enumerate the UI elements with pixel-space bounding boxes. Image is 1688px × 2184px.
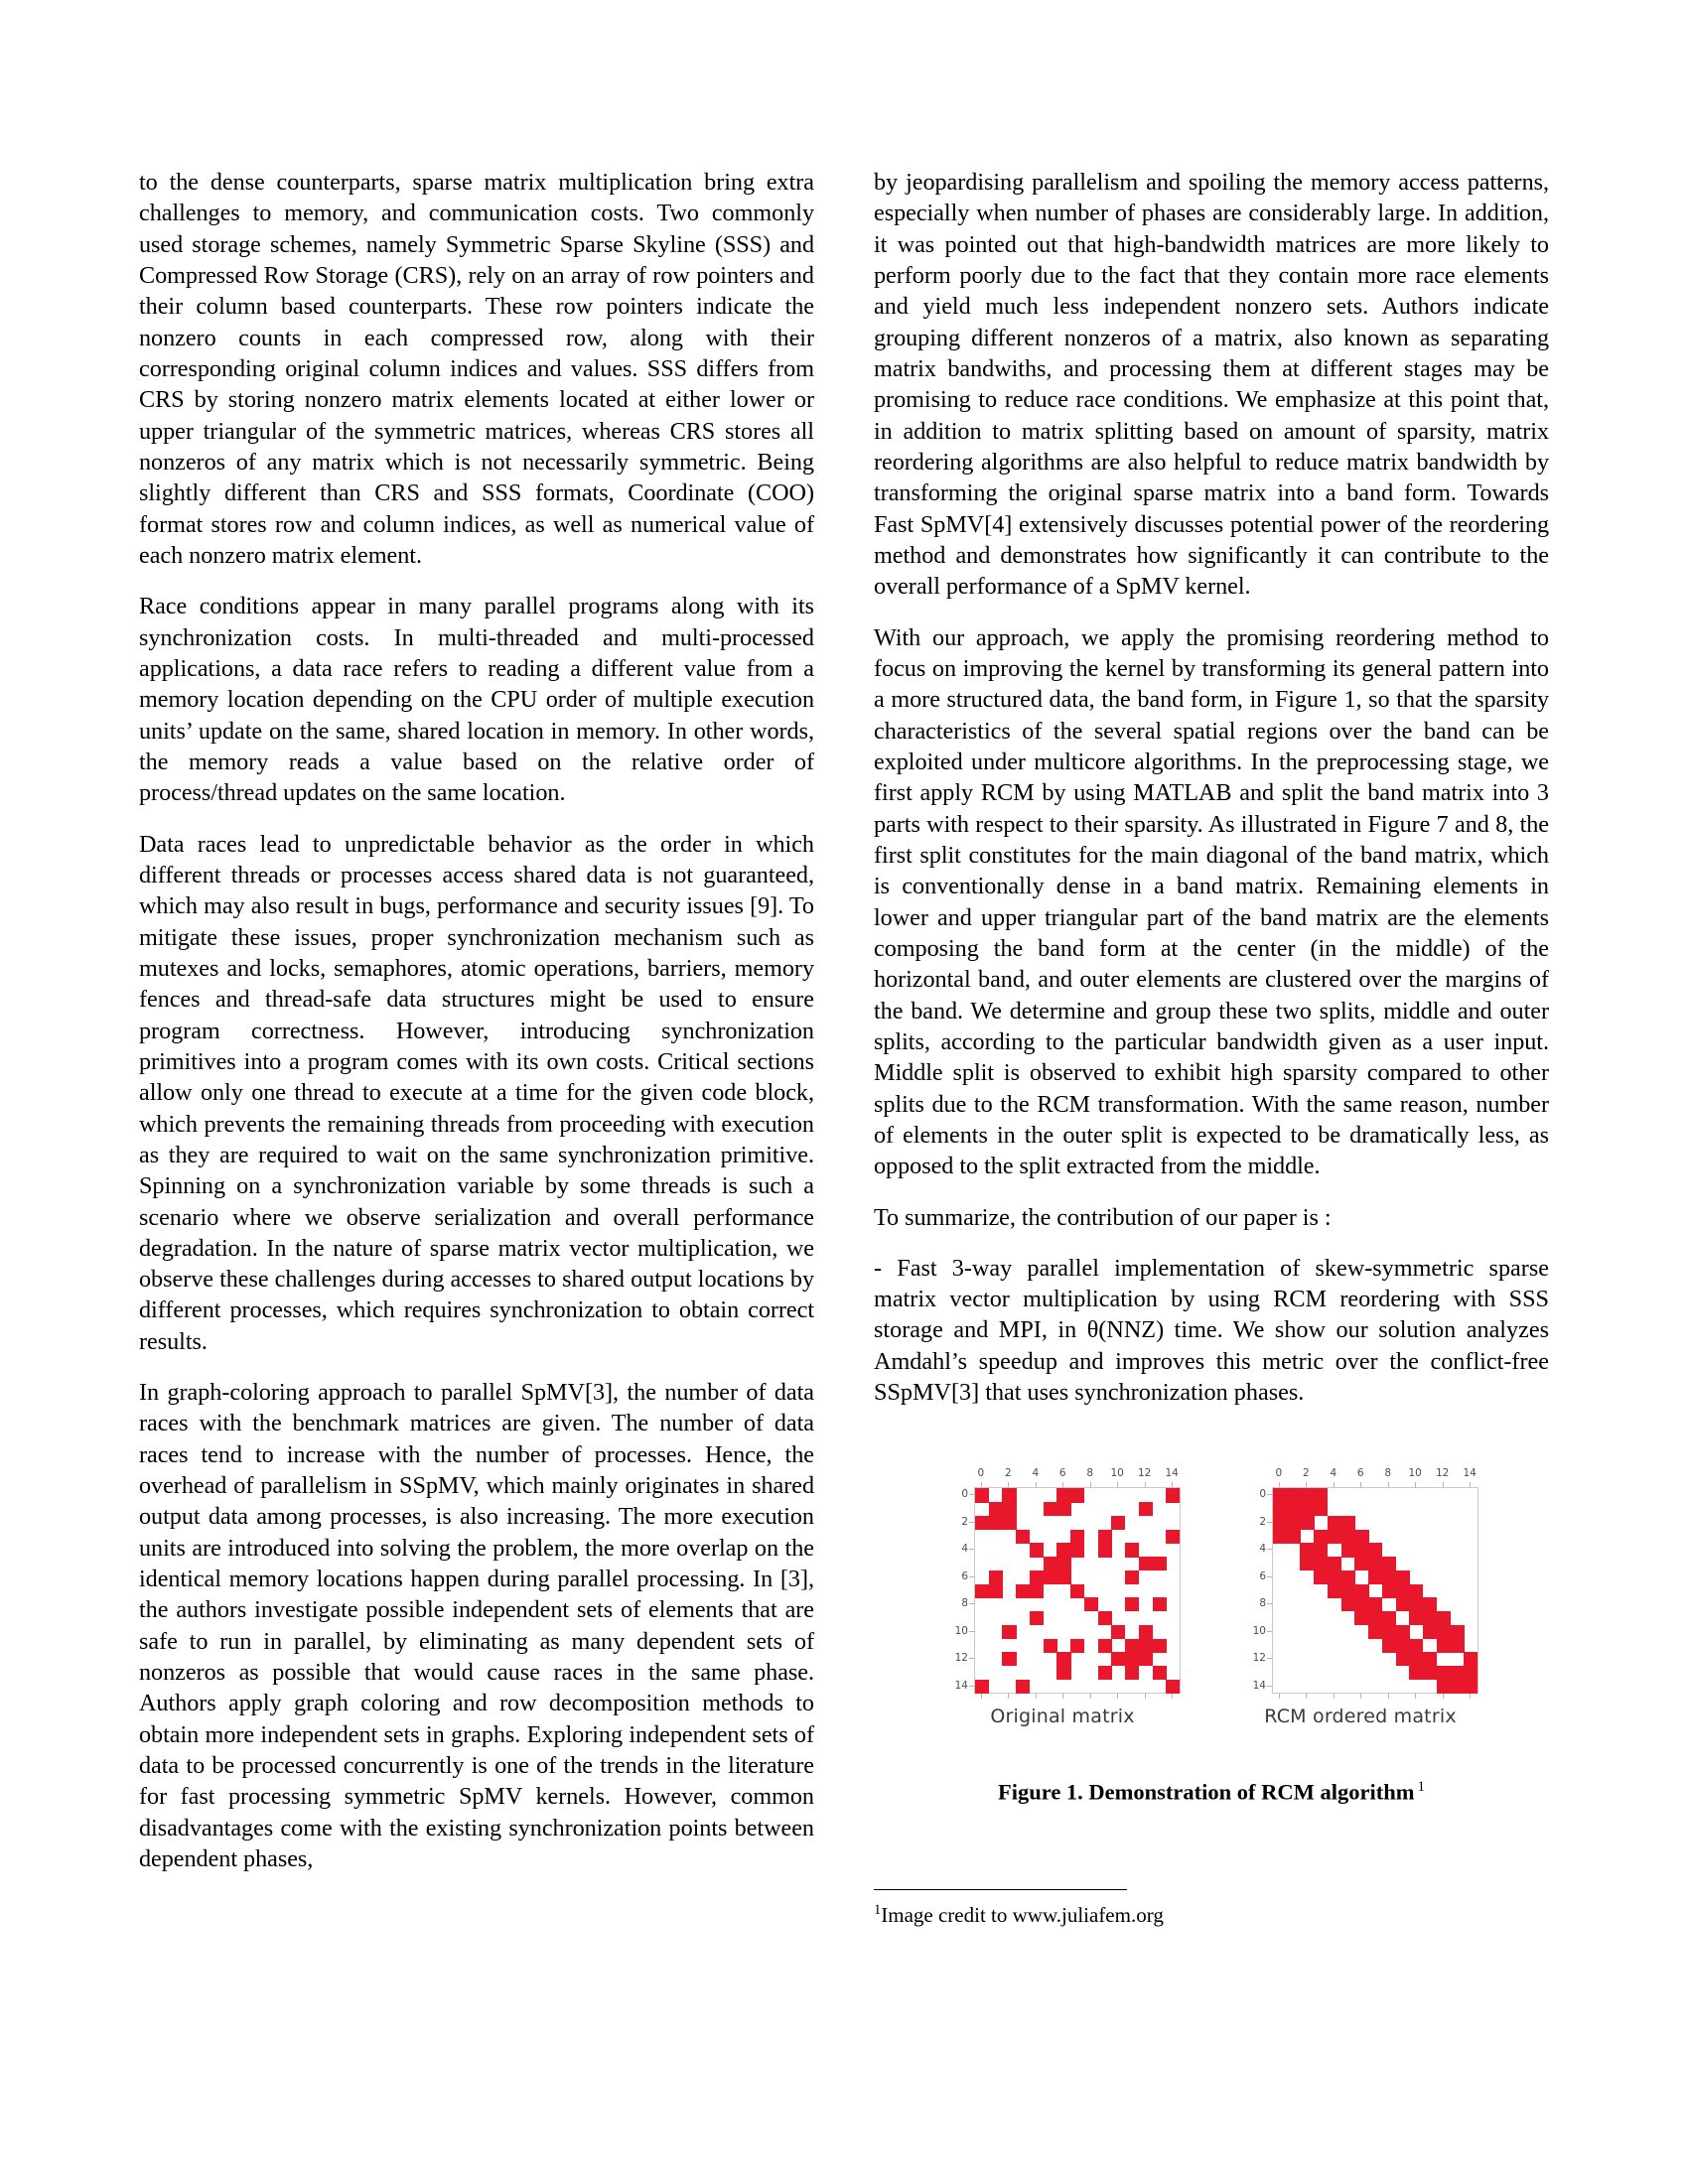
matrix-cell [1396,1584,1410,1598]
matrix-cell [1354,1557,1368,1570]
x-tick-label: 2 [1004,1467,1012,1480]
x-tick-mark [1117,1482,1118,1487]
matrix-cell [1111,1652,1125,1666]
x-tick-label: 2 [1302,1467,1310,1480]
x-tick-label: 0 [977,1467,985,1480]
x-tick-mark [1388,1482,1389,1487]
matrix-cell [1382,1625,1396,1639]
matrix-cell [1314,1502,1328,1516]
matrix-cell [1098,1543,1112,1557]
matrix-cell [1139,1502,1153,1516]
matrix-cell [1409,1652,1423,1666]
matrix-cell [1016,1680,1030,1694]
matrix-cell [1396,1625,1410,1639]
y-tick-mark [969,1576,974,1577]
footnote [874,1901,1549,1928]
figure-plots-row [874,1451,1549,1727]
matrix-cell [1300,1502,1314,1516]
matrix-cell [1354,1597,1368,1611]
matrix-cell [1098,1530,1112,1544]
matrix-cell [1056,1666,1070,1680]
matrix-cell [1016,1584,1030,1598]
x-tick-label: 6 [1058,1467,1066,1480]
matrix-cell [1437,1680,1451,1694]
x-tick-mark [1443,1482,1444,1487]
y-tick-label: 10 [954,1624,968,1637]
matrix-cell [1166,1488,1180,1502]
matrix-cell [1044,1502,1057,1516]
matrix-cell [1368,1597,1382,1611]
x-tick-mark-bottom [1334,1694,1335,1699]
matrix-cell [1451,1625,1465,1639]
matrix-cell [1451,1639,1465,1653]
y-tick-label: 4 [961,1543,968,1556]
matrix-cell [1139,1557,1153,1570]
x-tick-mark-bottom [1470,1694,1471,1699]
x-tick-label: 14 [1463,1467,1477,1480]
matrix-cell [1273,1488,1287,1502]
matrix-cell [1451,1666,1465,1680]
matrix-cell [1409,1639,1423,1653]
matrix-cell [1030,1543,1044,1557]
matrix-cell [1153,1666,1167,1680]
matrix-cell [1314,1557,1328,1570]
matrix-cell [989,1516,1003,1530]
y-tick-mark [969,1658,974,1659]
matrix-cell [1300,1488,1314,1502]
x-tick-mark [1306,1482,1307,1487]
matrix-cell [1368,1570,1382,1584]
y-tick-mark [1267,1686,1272,1687]
matrix-cell [1002,1516,1016,1530]
matrix-cell [1354,1543,1368,1557]
matrix-cell [1153,1639,1167,1653]
matrix-cell [1368,1543,1382,1557]
matrix-cell [989,1502,1003,1516]
matrix-cell [1328,1557,1341,1570]
contribution-bullet: - Fast 3-way parallel implementation of skew-symmetric sparse matrix vector multiplication by using RCM reordering with SSS storage and MPI, in θ(NNZ) time. We show our solution analyzes Amdahl’s speedup and improves this metric over the conflict-free SSpMV[3] that uses synchronization phases. [874,1254,1549,1407]
matrix-cell [1030,1611,1044,1625]
y-tick-mark [969,1549,974,1550]
matrix-cell [1273,1502,1287,1516]
two-column-body [139,167,1549,1928]
matrix-cell [975,1488,989,1502]
y-tick-label: 6 [1259,1570,1266,1582]
spy-grid-original [974,1487,1181,1694]
x-tick-mark [1334,1482,1335,1487]
matrix-cell [1273,1516,1287,1530]
x-tick-mark-bottom [1360,1694,1361,1699]
footnote-marker: 1 [874,1901,882,1918]
y-tick-label: 6 [961,1570,968,1582]
matrix-cell [1002,1625,1016,1639]
matrix-cell [1153,1557,1167,1570]
y-tick-mark [1267,1631,1272,1632]
x-tick-mark-bottom [1117,1694,1118,1699]
matrix-cell [1056,1543,1070,1557]
paragraph-storage-schemes: to the dense counterparts, sparse matrix multiplication bring extra challenges to memory, and communication costs. Two commonly used storage schemes, namely Symmetric Sparse Skyline (SSS) and Compressed Row Storage (CRS), rely on an array of row pointers and their column based counterparts. These row pointers indicate the nonzero counts in each compressed row, along with their corresponding original column indices and values. SSS differs from CRS by storing nonzero matrix elements located at either lower or upper triangular of the symmetric matrices, whereas CRS stores all nonzeros of any matrix which is not necessarily symmetric. Being slightly different than CRS and SSS formats, Coordinate (COO) format stores row and column indices, as well as numerical value of each nonzero matrix element. [139,169,814,569]
matrix-cell [1002,1502,1016,1516]
matrix-cell [1409,1666,1423,1680]
matrix-cell [1070,1488,1084,1502]
matrix-cell [1030,1584,1044,1598]
x-tick-mark-bottom [1388,1694,1389,1699]
matrix-cell [1328,1584,1341,1598]
footnote-area [874,1889,1549,1928]
x-tick-label: 6 [1356,1467,1364,1480]
plot-label-rcm: RCM ordered matrix [1264,1706,1457,1728]
matrix-cell [1423,1597,1437,1611]
footnote-divider [874,1889,1127,1890]
x-tick-mark-bottom [1415,1694,1416,1699]
matrix-cell [1382,1570,1396,1584]
matrix-cell [1098,1639,1112,1653]
x-tick-mark [1090,1482,1091,1487]
matrix-cell [1153,1597,1167,1611]
x-tick-mark-bottom [981,1694,982,1699]
figure-caption-text: Figure 1. Demonstration of RCM algorithm [997,1779,1415,1805]
matrix-cell [1437,1611,1451,1625]
y-tick-mark [1267,1576,1272,1577]
x-tick-mark [981,1482,982,1487]
figure-caption-footnote-marker: 1 [1417,1779,1426,1796]
x-tick-mark-bottom [1443,1694,1444,1699]
matrix-cell [1139,1652,1153,1666]
figure-1 [874,1451,1549,1806]
matrix-cell [1423,1611,1437,1625]
right-column [874,167,1549,1928]
paragraph-summarize: To summarize, the contribution of our paper is : [874,1203,1332,1231]
x-tick-label: 12 [1435,1467,1450,1480]
y-tick-label: 8 [961,1597,968,1610]
x-tick-mark-bottom [1008,1694,1009,1699]
matrix-cell [1016,1530,1030,1544]
matrix-cell [1273,1530,1287,1544]
x-tick-label: 10 [1408,1467,1422,1480]
matrix-cell [1287,1502,1301,1516]
y-tick-mark [969,1522,974,1523]
x-tick-mark [1036,1482,1037,1487]
matrix-cell [1396,1597,1410,1611]
matrix-cell [1139,1625,1153,1639]
matrix-cell [1451,1680,1465,1694]
x-tick-mark-bottom [1172,1694,1173,1699]
x-tick-label: 12 [1137,1467,1152,1480]
matrix-cell [1382,1584,1396,1598]
matrix-cell [1328,1570,1341,1584]
matrix-cell [1300,1516,1314,1530]
x-tick-mark [1360,1482,1361,1487]
y-tick-mark [969,1631,974,1632]
x-tick-label: 8 [1086,1467,1094,1480]
matrix-cell [1111,1516,1125,1530]
y-tick-label: 14 [954,1679,968,1692]
matrix-cell [1464,1666,1477,1680]
matrix-cell [1314,1488,1328,1502]
matrix-cell [1382,1557,1396,1570]
x-tick-mark-bottom [1090,1694,1091,1699]
matrix-cell [1056,1557,1070,1570]
y-tick-label: 14 [1252,1679,1266,1692]
matrix-cell [1423,1625,1437,1639]
matrix-cell [1044,1557,1057,1570]
matrix-cell [1287,1530,1301,1544]
matrix-cell [975,1516,989,1530]
x-tick-label: 4 [1330,1467,1337,1480]
matrix-cell [1409,1611,1423,1625]
y-tick-mark [1267,1658,1272,1659]
matrix-cell [1437,1625,1451,1639]
matrix-cell [1125,1639,1139,1653]
y-tick-mark [969,1603,974,1604]
matrix-cell [1396,1570,1410,1584]
matrix-cell [1084,1597,1098,1611]
plot-original-matrix [934,1451,1191,1727]
matrix-cell [1368,1625,1382,1639]
matrix-cell [1368,1557,1382,1570]
matrix-cell [1125,1652,1139,1666]
matrix-cell [1341,1570,1355,1584]
matrix-cell [1368,1611,1382,1625]
y-tick-label: 8 [1259,1597,1266,1610]
matrix-cell [1437,1639,1451,1653]
matrix-cell [1056,1652,1070,1666]
y-tick-label: 12 [1252,1652,1266,1665]
matrix-cell [1396,1652,1410,1666]
x-tick-mark [1470,1482,1471,1487]
matrix-cell [1070,1639,1084,1653]
figure-caption [874,1779,1549,1806]
y-tick-mark [969,1686,974,1687]
matrix-cell [1464,1680,1477,1694]
matrix-cell [1314,1570,1328,1584]
paragraph-graph-coloring: In graph-coloring approach to parallel SpMV[3], the number of data races with the benchmark matrices are given. The number of data races tend to increase with the number of processes. Hence, the overhead of parallelism in SSpMV, which mainly originates in shared output data among processes, is also increasing. The more execution units are introduced into solving the problem, the more overlap on the identical memory locations happen during parallel processing. In [3], the authors investigate possible independent sets of elements that are safe to run in parallel, by eliminating as many dependent sets of nonzeros as possible that would cause races in the same phase. Authors apply graph coloring and row decomposition methods to obtain more independent sets in graphs. Exploring independent sets of data to be processed concurrently is one of the trends in the literature for fast processing symmetric SpMV kernels. However, common disadvantages come with the existing synchronization points between dependent phases, [139,1379,814,1873]
matrix-cell [1002,1652,1016,1666]
matrix-cell [1056,1502,1070,1516]
matrix-cell [1056,1570,1070,1584]
matrix-cell [1300,1543,1314,1557]
matrix-cell [1070,1530,1084,1544]
matrix-cell [1056,1488,1070,1502]
matrix-cell [1166,1680,1180,1694]
matrix-cell [1423,1652,1437,1666]
matrix-cell [1341,1516,1355,1530]
matrix-cell [1098,1611,1112,1625]
matrix-cell [975,1584,989,1598]
y-tick-mark [1267,1549,1272,1550]
spy-grid-rcm [1272,1487,1478,1694]
y-tick-label: 12 [954,1652,968,1665]
matrix-cell [1044,1639,1057,1653]
y-tick-mark [1267,1603,1272,1604]
matrix-cell [1125,1570,1139,1584]
x-tick-mark-bottom [1062,1694,1063,1699]
y-tick-label: 2 [961,1515,968,1528]
matrix-cell [1098,1666,1112,1680]
matrix-cell [1341,1543,1355,1557]
x-tick-mark-bottom [1145,1694,1146,1699]
matrix-cell [1314,1530,1328,1544]
y-tick-label: 2 [1259,1515,1266,1528]
matrix-cell [1111,1625,1125,1639]
matrix-cell [1341,1584,1355,1598]
x-tick-mark [1145,1482,1146,1487]
y-tick-label: 4 [1259,1543,1266,1556]
matrix-cell [1287,1488,1301,1502]
matrix-cell [1287,1516,1301,1530]
matrix-cell [1030,1570,1044,1584]
matrix-cell [1044,1570,1057,1584]
matrix-cell [1437,1666,1451,1680]
matrix-cell [1341,1597,1355,1611]
matrix-cell [1002,1488,1016,1502]
matrix-cell [1139,1639,1153,1653]
spy-plot-original [934,1451,1191,1700]
plot-label-original: Original matrix [990,1706,1135,1728]
matrix-cell [1328,1516,1341,1530]
y-tick-label: 0 [1259,1488,1266,1501]
matrix-cell [1070,1543,1084,1557]
x-tick-mark [1062,1482,1063,1487]
y-tick-mark [969,1494,974,1495]
footnote-body: Image credit to www.juliafem.org [881,1902,1164,1927]
paragraph-jeopardising-parallelism: by jeopardising parallelism and spoiling the memory access patterns, especially when number of phases are considerably large. In addition, it was pointed out that high-bandwidth matrices are more likely to perform poorly due to the fact that they contain more race elements and yield much less independent nonzero sets. Authors indicate grouping different nonzeros of a matrix, also known as separating matrix bandwiths, and processing them at different stages may be promising to reduce race conditions. We emphasize at this point that, in addition to matrix splitting based on amount of sparsity, matrix reordering algorithms are also helpful to reduce matrix bandwidth by transforming the original sparse matrix into a band form. Towards Fast SpMV[4] extensively discusses potential power of the reordering method and demonstrates how significantly it can contribute to the overall performance of a SpMV kernel. [874,169,1549,601]
y-tick-label: 0 [961,1488,968,1501]
matrix-cell [1070,1584,1084,1598]
matrix-cell [1166,1530,1180,1544]
matrix-cell [1314,1543,1328,1557]
plot-rcm-matrix [1232,1451,1488,1727]
paragraph-race-conditions: Race conditions appear in many parallel programs along with its synchronization costs. In multi-threaded and multi-processed applications, a data race refers to reading a different value from a memory location depending on the CPU order of multiple execution units’ update on the same, shared location in memory. In other words, the memory reads a value based on the relative order of process/thread updates on the same location. [139,593,814,807]
matrix-cell [1341,1530,1355,1544]
x-tick-label: 4 [1032,1467,1040,1480]
x-tick-label: 14 [1165,1467,1179,1480]
x-tick-mark-bottom [1306,1694,1307,1699]
matrix-cell [1125,1666,1139,1680]
y-tick-mark [1267,1494,1272,1495]
x-tick-label: 0 [1275,1467,1283,1480]
matrix-cell [1409,1597,1423,1611]
matrix-cell [1423,1666,1437,1680]
matrix-cell [989,1584,1003,1598]
matrix-cell [1354,1584,1368,1598]
matrix-cell [1396,1639,1410,1653]
matrix-cell [1328,1530,1341,1544]
matrix-cell [1464,1652,1477,1666]
matrix-cell [989,1570,1003,1584]
y-tick-mark [1267,1522,1272,1523]
x-tick-mark [1172,1482,1173,1487]
matrix-cell [1382,1611,1396,1625]
matrix-cell [1382,1639,1396,1653]
x-tick-mark-bottom [1279,1694,1280,1699]
matrix-cell [1354,1530,1368,1544]
x-tick-mark [1279,1482,1280,1487]
matrix-cell [1409,1584,1423,1598]
matrix-cell [1125,1543,1139,1557]
left-column [139,167,814,1928]
matrix-cell [975,1680,989,1694]
x-tick-label: 8 [1384,1467,1392,1480]
x-tick-mark [1415,1482,1416,1487]
paragraph-our-approach: With our approach, we apply the promising reordering method to focus on improving the kernel by transforming its general pattern into a more structured data, the band form, in Figure 1, so that the sparsity characteristics of the several spatial regions over the band can be exploited under multicore algorithms. In the preprocessing stage, we first apply RCM by using MATLAB and split the band matrix into 3 parts with respect to their sparsity. As illustrated in Figure 7 and 8, the first split constitutes for the main diagonal of the band matrix, which is conventionally dense in a band matrix. Remaining elements in lower and upper triangular part of the band matrix are the elements composing the band form at the center (in the middle) of the horizontal band, and outer elements are clustered over the margins of the band. We determine and group these two splits, middle and outer splits, according to the particular bandwidth given as a user input. Middle split is observed to exhibit high sparsity compared to other splits due to the RCM transformation. With the same reason, number of elements in the outer split is expected to be dramatically less, as opposed to the split extracted from the middle. [874,623,1549,1180]
x-tick-label: 10 [1110,1467,1124,1480]
x-tick-mark-bottom [1036,1694,1037,1699]
y-tick-label: 10 [1252,1624,1266,1637]
spy-plot-rcm [1232,1451,1488,1700]
matrix-cell [1354,1611,1368,1625]
matrix-cell [1300,1557,1314,1570]
x-tick-mark [1008,1482,1009,1487]
paragraph-data-races: Data races lead to unpredictable behavior as the order in which different threads or processes access shared data is not guaranteed, which may also result in bugs, performance and security issues [9]. To mitigate these issues, proper synchronization mechanism such as mutexes and locks, semaphores, atomic operations, barriers, memory fences and thread-safe data structures might be used to ensure program correctness. However, introducing synchronization primitives into a program comes with its own costs. Critical sections allow only one thread to execute at a time for the given code block, which prevents the remaining threads from proceeding with execution as they are required to wait on the same synchronization primitive. Spinning on a synchronization variable by some threads is such a scenario where we observe serialization and overall performance degradation. In the nature of sparse matrix vector multiplication, we observe these challenges during accesses to shared output locations by different processes, which requires synchronization to obtain correct results. [139,830,814,1355]
matrix-cell [1125,1597,1139,1611]
